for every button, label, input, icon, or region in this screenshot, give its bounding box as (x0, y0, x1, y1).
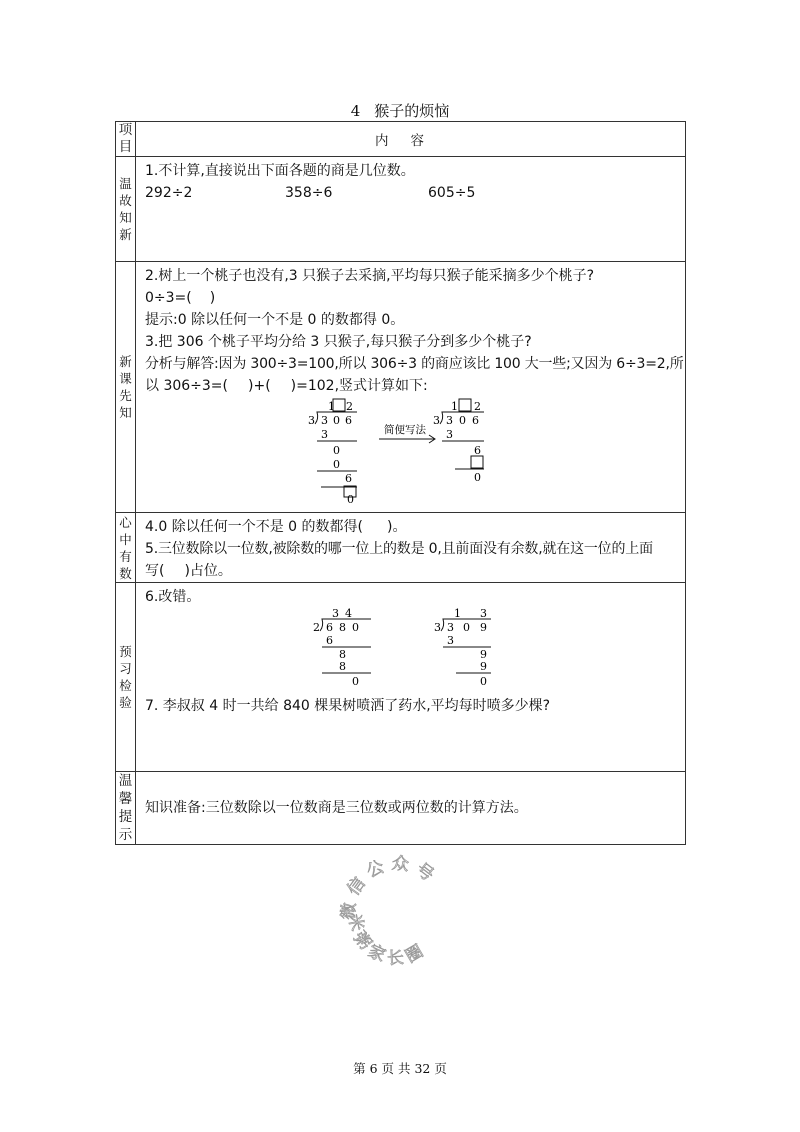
long-division-short (433, 399, 484, 484)
hint: 提示:0 除以任何一个不是 0 的数都得 0。 (145, 312, 405, 328)
svg-text:米粥家长圈 (344, 912, 431, 969)
question-5-line-1: 5.三位数除以一位数,被除数的哪一位上的数是 0,且前面没有余数,就在这一位的上面 (145, 541, 653, 557)
dividend-digit: 6 (345, 414, 352, 427)
section-tip (116, 772, 686, 845)
step-value: 0 (480, 675, 487, 688)
step-value: 9 (480, 648, 487, 661)
divisor: 3 (308, 414, 315, 427)
long-division-figures (145, 397, 685, 505)
question-6: 6.改错。 (145, 589, 201, 605)
question-1-problems (145, 182, 685, 206)
dividend-digit: 3 (321, 414, 328, 427)
problem-2: 358÷6 (285, 185, 333, 201)
problem-3: 605÷5 (428, 185, 476, 201)
tip-text: 知识准备:三位数除以一位数商是三位数或两位数的计算方法。 (145, 800, 528, 816)
quotient-digit: 1 (328, 400, 335, 413)
dividend-digit: 6 (472, 414, 479, 427)
quotient-digit: 3 (480, 608, 487, 620)
section-mind-label: 心 中 有 数 (116, 513, 136, 583)
dividend-digit: 8 (339, 621, 346, 634)
step-value: 8 (339, 648, 346, 661)
step-value: 3 (446, 428, 453, 441)
lesson-title: 猴子的烦恼 (374, 102, 450, 120)
stamp-inner-text: 米粥家长圈 (343, 912, 432, 970)
section-new-label: 新 课 先 知 (116, 262, 136, 513)
section-review (116, 157, 686, 262)
section-review-label: 温 故 知 新 (116, 157, 136, 262)
quotient-digit: 3 (332, 608, 339, 620)
section-new (116, 262, 686, 513)
dividend-digit: 9 (480, 621, 487, 634)
question-2-equation: 0÷3=( ) (145, 290, 216, 306)
section-tip-content (136, 772, 686, 845)
dividend-digit: 3 (447, 621, 454, 634)
step-value: 6 (345, 472, 352, 485)
section-review-content (136, 157, 686, 262)
section-preview-label: 预 习 检 验 (116, 583, 136, 772)
dividend-digit: 0 (463, 621, 470, 634)
header-content: 内容 (136, 122, 686, 157)
quotient-digit: 2 (346, 400, 353, 413)
step-value: 0 (347, 493, 354, 505)
error-correction-figures (145, 608, 685, 688)
stamp-ring-text: 微信公众号 (338, 853, 443, 921)
step-value: 0 (352, 675, 359, 688)
question-7: 7. 李叔叔 4 时一共给 840 棵果树喷洒了药水,平均每时喷多少棵? (145, 698, 551, 714)
question-2: 2.树上一个桃子也没有,3 只猴子去采摘,平均每只猴子能采摘多少个桃子? (145, 268, 595, 284)
question-5-line-2: 写( )占位。 (145, 563, 232, 579)
divisor: 3 (434, 621, 441, 634)
product-blank-box[interactable] (471, 456, 483, 468)
dividend-digit: 6 (326, 621, 333, 634)
lesson-number: 4 (350, 102, 361, 120)
section-preview-content (136, 583, 686, 772)
page-footer: 第 6 页 共 32 页 (353, 1061, 447, 1076)
lesson-table (115, 121, 686, 845)
question-1: 1.不计算,直接说出下面各题的商是几位数。 (145, 163, 415, 179)
dividend-digit: 0 (459, 414, 466, 427)
dividend-digit: 3 (446, 414, 453, 427)
step-value: 6 (474, 444, 481, 457)
table-header-row (116, 122, 686, 157)
header-item: 项目 (116, 122, 136, 157)
section-tip-label: 温馨 提示 (116, 772, 136, 845)
dividend-digit: 0 (333, 414, 340, 427)
wrong-division-1 (313, 608, 371, 688)
step-value: 3 (321, 428, 328, 441)
watermark-stamp (330, 845, 460, 975)
section-mind-content (136, 513, 686, 583)
step-value: 8 (339, 660, 346, 673)
step-value: 3 (447, 634, 454, 647)
step-value: 0 (474, 471, 481, 484)
step-value: 9 (480, 660, 487, 673)
svg-text:微信公众号 (339, 853, 443, 920)
quotient-digit: 1 (454, 608, 461, 620)
section-preview (116, 583, 686, 772)
problem-1: 292÷2 (145, 185, 193, 201)
page-title (0, 100, 800, 121)
step-value: 0 (333, 458, 340, 471)
dividend-digit: 0 (352, 621, 359, 634)
divisor: 2 (313, 621, 320, 634)
analysis-line-1: 分析与解答:因为 300÷3=100,所以 306÷3 的商应该比 100 大一些;又因为 6÷3=2,所 (145, 356, 684, 372)
long-division-full (308, 399, 357, 505)
analysis-line-2: 以 306÷3=( )+( )=102,竖式计算如下: (145, 378, 428, 394)
quotient-blank-box[interactable] (459, 399, 471, 411)
quotient-digit: 2 (474, 400, 481, 413)
question-4: 4.0 除以任何一个不是 0 的数都得( )。 (145, 519, 407, 535)
wrong-division-2 (434, 608, 491, 688)
arrow-label: 简便写法 (384, 424, 426, 436)
quotient-digit: 1 (451, 400, 458, 413)
question-3: 3.把 306 个桃子平均分给 3 只猴子,每只猴子分到多少个桃子? (145, 334, 532, 350)
divisor: 3 (433, 414, 440, 427)
step-value: 6 (326, 634, 333, 647)
section-mind (116, 513, 686, 583)
quotient-digit: 4 (345, 608, 352, 620)
section-new-content (136, 262, 686, 513)
step-value: 0 (333, 444, 340, 457)
